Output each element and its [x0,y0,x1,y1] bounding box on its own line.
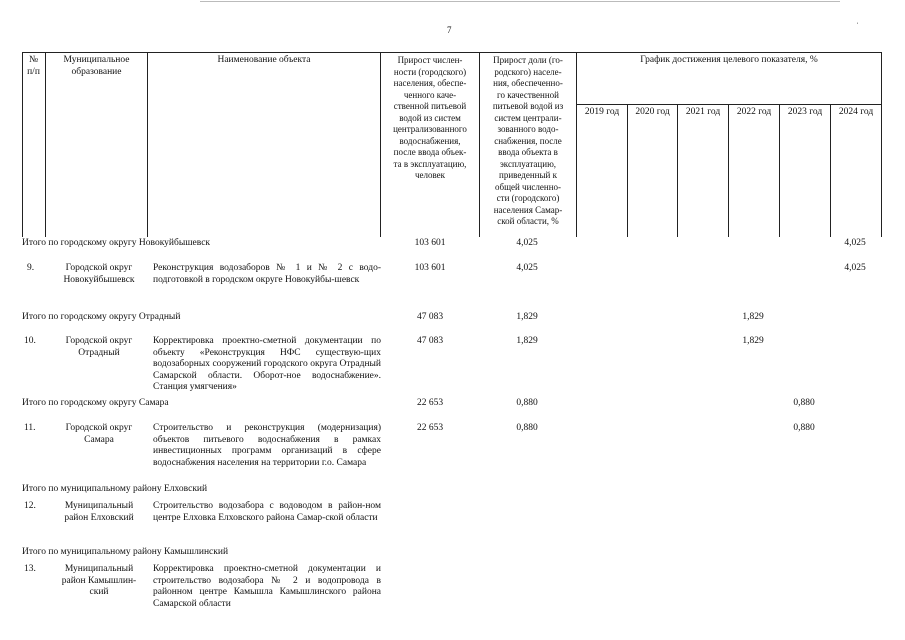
col-border [779,104,780,237]
item-population: 47 083 [416,336,444,346]
year-2024: 2024 год [838,107,874,117]
total-population: 22 653 [416,398,444,408]
col-border [881,52,882,237]
year-2023: 2023 год [787,107,823,117]
header-object-name: Наименование объекта [217,55,311,65]
year-2021: 2021 год [685,107,721,117]
item-number: 9. [27,263,35,273]
item-object: Строительство и реконструкция (модернизация) объектов питьевого водоснабжения в рамках инвестиционных программ организаций в сфере водоснабжения населения на территории г.о. Самара [153,423,381,468]
header-share-growth: Прирост доли (го- родского) населе- ния, обеспеченно- го качественной питьевой водой из систем централи- зованного водо- снабжения, после ввода объекта в эксплуатацию, приведенный к общей численно- сти (городского) населения Самар- ской области, % [492,55,564,226]
item-year-2023-value: 0,880 [793,423,815,433]
year-2019: 2019 год [584,107,620,117]
col-border [627,104,628,237]
item-object: Строительство водозабора с водоводом в район-ном центре Елховка Елховского района Самар-ской области [153,501,381,523]
item-municipality: Муниципальный район Елховский [64,501,134,523]
item-municipality: Муниципальный район Камышлин- ский [61,564,137,597]
item-share: 0,880 [516,423,538,433]
item-municipality: Городской округ Отрадный [65,336,133,358]
total-row-label: Итого по муниципальному району Камышлинский [22,547,229,557]
item-number: 12. [24,501,36,511]
col-border [728,104,729,237]
page-number: 7 [447,25,452,35]
col-border [45,52,46,237]
total-row-label: Итого по городскому округу Новокуйбышевск [22,238,211,248]
item-object: Корректировка проектно-сметной документации по объекту «Реконструкция НФС существую-щих водозаборных сооружений городского округа Отрадный Самарской области. Оборот-ное водоснабжение». Станция умягчения» [153,336,381,392]
total-year-2023-value: 0,880 [793,398,815,408]
col-border [830,104,831,237]
table-top-border [22,52,882,53]
col-border [677,104,678,237]
item-number: 11. [24,423,36,433]
item-number: 13. [24,564,36,574]
total-share: 4,025 [516,238,538,248]
year-2022: 2022 год [736,107,772,117]
header-municipality: Муниципальное образование [63,55,130,77]
col-border [576,52,577,237]
year-2020: 2020 год [635,107,670,117]
item-object: Корректировка проектно-сметной документации и строительство водозабора № 2 и водопровода в районном центре Камышла Камышлинского района Самарской области [153,564,381,609]
header-population-growth: Прирост числен- ности (городского) населения, обеспе- ченного каче- ственной питьевой водой из систем централизованного водоснабжения, после ввода объек- та в эксплуатацию, человек [393,55,467,180]
total-population: 47 083 [416,312,444,322]
total-year-2022-value: 1,829 [742,312,764,322]
years-header-border [577,104,882,105]
total-row-label: Итого по городскому округу Отрадный [22,312,181,322]
item-year-2024-value: 4,025 [844,263,866,273]
item-share: 1,829 [516,336,538,346]
item-object: Реконструкция водозаборов № 1 и № 2 с водо-подготовкой в городском округе Новокуйбы-шевск [153,263,381,285]
scan-mark: ˌ [856,14,859,24]
item-year-2022-value: 1,829 [742,336,764,346]
item-number: 10. [24,336,36,346]
total-row-label: Итого по муниципальному району Елховский [22,484,208,494]
total-row-label: Итого по городскому округу Самара [22,398,169,408]
col-border [147,52,148,237]
item-population: 103 601 [414,263,446,273]
scan-edge-line [200,1,840,2]
total-population: 103 601 [414,238,446,248]
total-share: 0,880 [516,398,538,408]
header-num: № п/п [27,55,40,77]
item-share: 4,025 [516,263,538,273]
item-municipality: Городской округ Самара [65,423,133,445]
item-municipality: Городской округ Новокуйбышевск [63,263,135,285]
total-year-2024-value: 4,025 [844,238,866,248]
header-schedule: График достижения целевого показателя, % [640,55,818,65]
col-border [22,52,23,237]
item-population: 22 653 [416,423,444,433]
total-share: 1,829 [516,312,538,322]
